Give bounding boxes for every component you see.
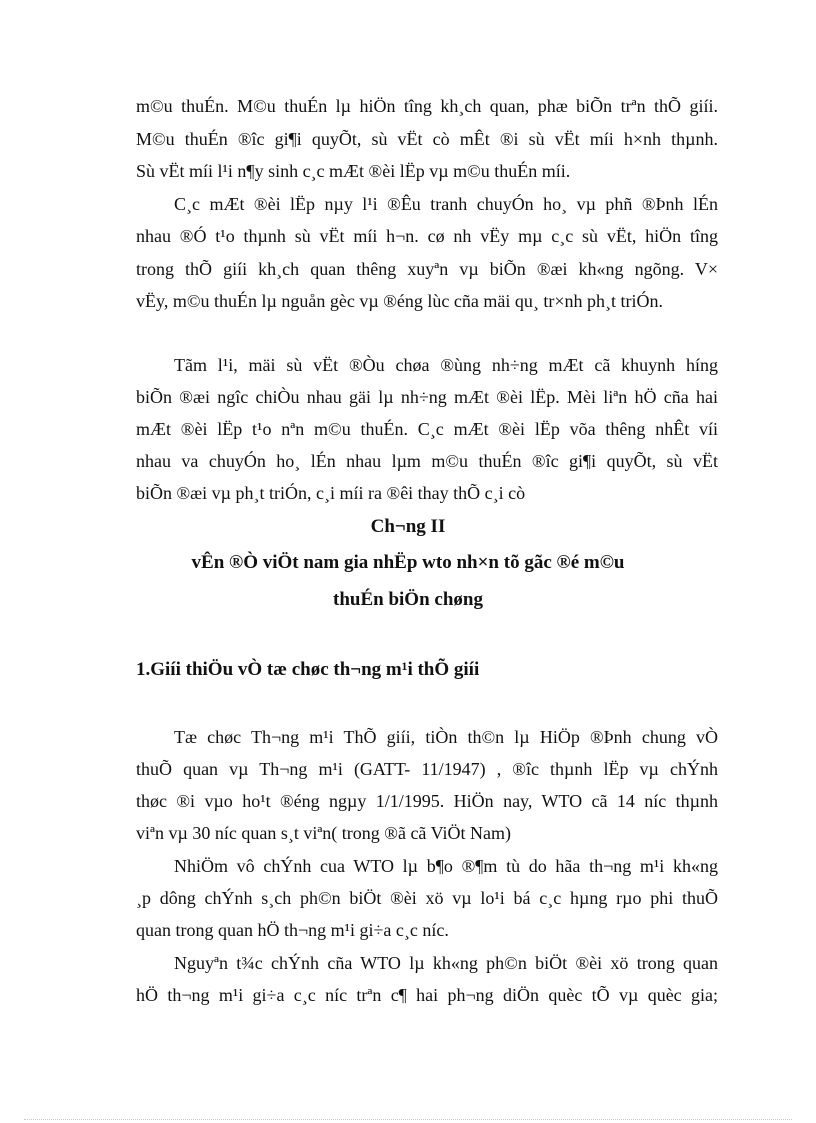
body-text-line: Tãm l¹i, mäi sù vËt ®Òu chøa ®ùng nh÷ng mÆt cã khuynh híng (174, 355, 718, 375)
body-text-line: C¸c mÆt ®èi lËp nµy l¹i ®Êu tranh chuyÓn ho¸ vµ phñ ®Þnh lÉn (174, 194, 718, 214)
body-text-line: nhau ®Ó t¹o thµnh sù vËt míi h¬n. cø nh vËy mµ c¸c sù vËt, hiÖn tîng (136, 226, 718, 246)
body-text-line: ¸p dông chÝnh s¸ch ph©n biÖt ®èi xö vµ lo¹i bá c¸c hµng rµo phi thuÕ (136, 888, 718, 908)
body-text-line: quan trong quan hÖ th¬ng m¹i gi÷a c¸c níc. (136, 920, 449, 940)
body-text-line: Tæ chøc Th¬ng m¹i ThÕ giíi, tiÒn th©n lµ HiÖp ®Þnh chung vÒ (174, 727, 718, 747)
body-text-line: NhiÖm vô chÝnh cua WTO lµ b¶o ®¶m tù do hãa th¬ng m¹i kh«ng (174, 856, 718, 876)
body-text-line: biÕn ®æi ngîc chiÒu nhau gäi lµ nh÷ng mÆt ®èi lËp. Mèi liªn hÖ cña hai (136, 387, 718, 407)
body-text-line: Nguyªn t¾c chÝnh cña WTO lµ kh«ng ph©n biÖt ®èi xö trong quan (174, 953, 718, 973)
page-bottom-divider (24, 1119, 792, 1120)
body-text-line: viªn vµ 30 níc quan s¸t viªn( trong ®ã cã ViÖt Nam) (136, 823, 511, 843)
body-text-line: thuÕ quan vµ Th¬ng m¹i (GATT- 11/1947) , ®îc thµnh lËp vµ chÝnh (136, 759, 718, 779)
body-text-line: mÆt ®èi lËp t¹o nªn m©u thuÉn. C¸c mÆt ®èi lËp võa thêng nhÊt víi (136, 419, 718, 439)
body-text-line: m©u thuÉn. M©u thuÉn lµ hiÖn tîng kh¸ch quan, phæ biÕn trªn thÕ giíi. (136, 96, 718, 116)
body-text-line: Sù vËt míi l¹i n¶y sinh c¸c mÆt ®èi lËp vµ m©u thuÉn míi. (136, 161, 571, 181)
body-text-line: trong thÕ giíi kh¸ch quan thêng xuyªn vµ biÕn ®æi kh«ng ngõng. V× (136, 259, 718, 279)
body-text-line: biÕn ®æi vµ ph¸t triÓn, c¸i míi ra ®êi thay thÕ c¸i cò (136, 483, 526, 503)
section-heading: 1.Giíi thiÖu vÒ tæ chøc th¬ng m¹i thÕ giíi (136, 659, 480, 680)
body-text-line: hÖ th¬ng m¹i gi÷a c¸c níc trªn c¶ hai ph¬ng diÖn quèc tÕ vµ quèc gia; (136, 985, 718, 1005)
body-text-line: vËy, m©u thuÉn lµ nguån gèc vµ ®éng lùc cña mäi qu¸ tr×nh ph¸t triÓn. (136, 291, 663, 311)
chapter-title-line: vÊn ®Ò viÖt nam gia nhËp wto nh×n tõ gãc ®é m©u (191, 552, 625, 573)
body-text-line: nhau va chuyÓn ho¸ lÉn nhau lµm m©u thuÉn ®îc gi¶i quyÕt, sù vËt (136, 451, 718, 471)
chapter-title-line: thuÉn biÖn chøng (333, 589, 483, 610)
chapter-label: Ch¬ng II (370, 516, 446, 537)
body-text-line: thøc ®i vµo ho¹t ®éng ngµy 1/1/1995. HiÖn nay, WTO cã 14 níc thµnh (136, 791, 718, 811)
body-text-line: M©u thuÉn ®îc gi¶i quyÕt, sù vËt cò mÊt ®i sù vËt míi h×nh thµnh. (136, 129, 718, 149)
